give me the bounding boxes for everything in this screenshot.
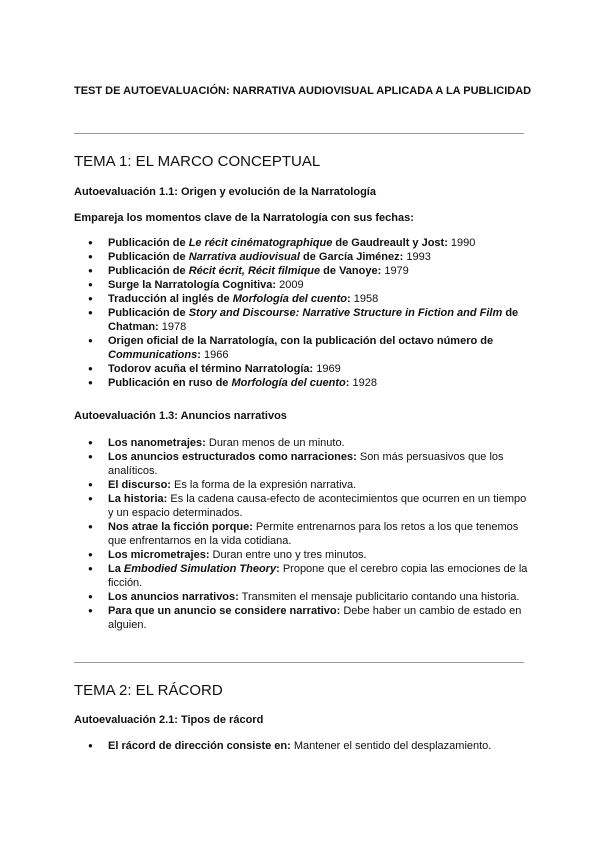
tema-2-heading: TEMA 2: EL RÁCORD xyxy=(74,682,223,699)
item-label: Origen oficial de la Narratología, con la publicación del octavo número de xyxy=(108,335,494,347)
item-value: 1993 xyxy=(403,251,431,263)
item-label: Traducción al inglés de xyxy=(108,293,233,305)
item-label: Nos atrae la ficción porque: xyxy=(108,521,253,533)
item-label-suffix: de Vanoye: xyxy=(320,265,382,277)
autoevaluacion-1-3-heading xyxy=(74,409,287,423)
item-value: Es la cadena causa-efecto de acontecimientos que ocurren en un tiempo y un espacio determinados. xyxy=(108,493,527,519)
item-label: Los nanometrajes: xyxy=(108,437,206,449)
list-item xyxy=(74,548,534,562)
list-item xyxy=(74,306,534,334)
list-item xyxy=(74,478,534,492)
item-label: La historia: xyxy=(108,493,168,505)
item-label-suffix: de Chatman: xyxy=(108,307,519,333)
item-title: Story and Discourse: Narrative Structure in Fiction and Film xyxy=(188,307,503,319)
item-label-suffix: : xyxy=(276,563,280,575)
autoevaluacion-1-1-heading xyxy=(74,185,376,199)
list-item xyxy=(74,362,534,376)
item-value: 1979 xyxy=(381,265,409,277)
item-label: Publicación de xyxy=(108,307,189,319)
list-item xyxy=(74,590,534,604)
item-value: Es la forma de la expresión narrativa. xyxy=(170,479,357,491)
divider xyxy=(74,133,524,134)
item-value: Duran entre uno y tres minutos. xyxy=(209,549,367,561)
list-item xyxy=(74,264,534,278)
instruction-text: Empareja los momentos clave de la Narratología con sus fechas: xyxy=(74,212,414,224)
section-title: Origen y evolución de la Narratología xyxy=(177,186,376,198)
item-label-suffix: : xyxy=(197,349,201,361)
list-item xyxy=(74,450,534,478)
section-title: Anuncios narrativos xyxy=(177,410,287,422)
narratology-dates-list xyxy=(74,236,534,390)
item-title: Morfología del cuento xyxy=(231,377,346,389)
list-item xyxy=(74,492,534,520)
item-label-suffix: : xyxy=(346,293,351,305)
item-label-suffix: de Gaudreault y Jost: xyxy=(332,237,448,249)
item-label: Los anuncios narrativos: xyxy=(108,591,239,603)
item-label-suffix: : xyxy=(345,377,350,389)
item-label: Para que un anuncio se considere narrativo: xyxy=(108,605,341,617)
item-value: 1990 xyxy=(447,237,476,249)
document-title: TEST DE AUTOEVALUACIÓN: NARRATIVA AUDIOVISUAL APLICADA A LA PUBLICIDAD xyxy=(74,85,532,97)
item-value: Duran menos de un minuto. xyxy=(205,437,345,449)
list-item xyxy=(74,562,534,590)
item-label: La xyxy=(108,563,124,575)
item-title: Embodied Simulation Theory xyxy=(123,563,277,575)
item-title: Le récit cinématographique xyxy=(188,237,333,249)
list-item xyxy=(74,278,534,292)
item-value: 1966 xyxy=(200,349,229,361)
section-label: Autoevaluación 1.1: xyxy=(74,186,178,198)
list-item xyxy=(74,250,534,264)
item-title: Narrativa audiovisual xyxy=(188,251,300,263)
item-value: Permite entrenarnos para los retos a los que tenemos que enfrentarnos en la vida cotidiana. xyxy=(108,521,519,547)
item-label: Publicación de xyxy=(108,265,189,277)
item-value: 1928 xyxy=(349,377,377,389)
item-value: Mantener el sentido del desplazamiento. xyxy=(290,740,492,752)
item-label: El discurso: xyxy=(108,479,171,491)
item-label: Publicación en ruso de xyxy=(108,377,232,389)
item-value: Propone que el cerebro copia las emociones de la ficción. xyxy=(108,563,528,589)
list-item xyxy=(74,334,534,362)
item-label-suffix: de García Jiménez: xyxy=(299,251,404,263)
item-label: Todorov acuña el término Narratología: xyxy=(108,363,314,375)
narrative-ads-list xyxy=(74,436,534,632)
item-label: Publicación de xyxy=(108,251,189,263)
list-item xyxy=(74,236,534,250)
item-value: 1969 xyxy=(313,363,341,375)
list-item xyxy=(74,520,534,548)
list-item xyxy=(74,604,534,632)
item-value: 2009 xyxy=(276,279,304,291)
item-label: Surge la Narratología Cognitiva: xyxy=(108,279,277,291)
section-label: Autoevaluación 1.3: xyxy=(74,410,178,422)
item-label: Publicación de xyxy=(108,237,189,249)
list-item xyxy=(74,376,534,390)
item-value: Transmiten el mensaje publicitario contando una historia. xyxy=(238,591,520,603)
section-title: Tipos de rácord xyxy=(177,714,264,726)
item-value: Son más persuasivos que los analíticos. xyxy=(108,451,504,477)
item-value: 1958 xyxy=(350,293,379,305)
item-title: Récit écrit, Récit filmique xyxy=(188,265,321,277)
list-item xyxy=(74,739,534,753)
item-label: Los anuncios estructurados como narraciones: xyxy=(108,451,357,463)
item-label: El rácord de dirección consiste en: xyxy=(108,740,291,752)
section-label: Autoevaluación 2.1: xyxy=(74,714,178,726)
item-title: Morfología del cuento xyxy=(232,293,347,305)
item-value: 1978 xyxy=(158,321,187,333)
item-title: Communications xyxy=(108,349,198,361)
item-label: Los micrometrajes: xyxy=(108,549,210,561)
divider xyxy=(74,662,524,663)
list-item xyxy=(74,436,534,450)
autoevaluacion-2-1-heading xyxy=(74,713,263,727)
tema-1-heading: TEMA 1: EL MARCO CONCEPTUAL xyxy=(74,153,321,170)
list-item xyxy=(74,292,534,306)
item-value: Debe haber un cambio de estado en alguien. xyxy=(108,605,522,631)
racord-types-list xyxy=(74,739,534,753)
